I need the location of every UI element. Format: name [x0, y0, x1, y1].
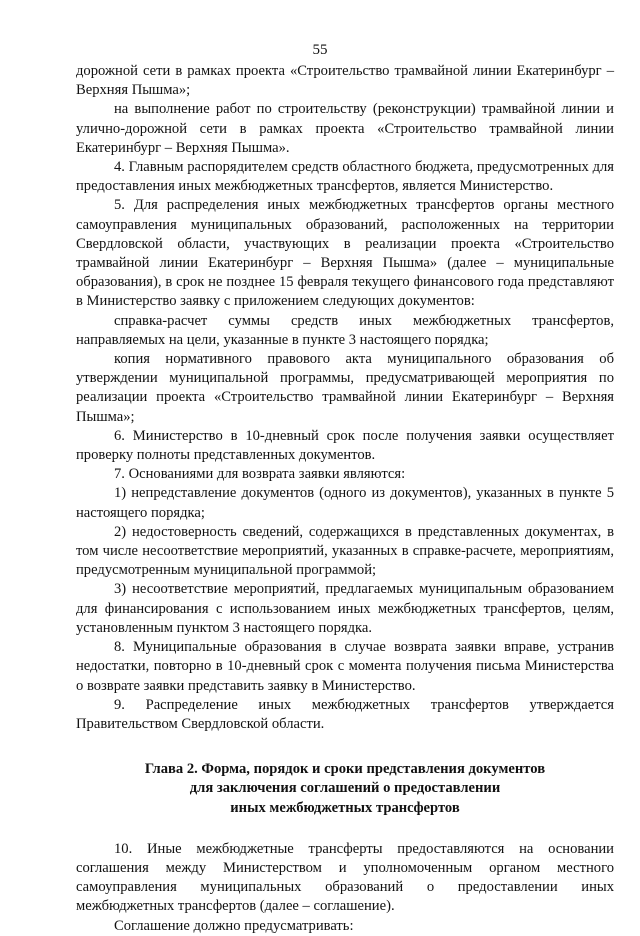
paragraph: дорожной сети в рамках проекта «Строительство трамвайной линии Екатеринбург – Верхняя Пышма»;: [76, 63, 614, 99]
paragraph: на выполнение работ по строительству (реконструкции) трамвайной линии и улично-дорожной сети в рамках проекта «Строительство трамвайной линии Екатеринбург – Верхняя Пышма».: [76, 101, 614, 156]
paragraph: 10. Иные межбюджетные трансферты предоставляются на основании соглашения между Министерством и уполномоченным органом местного самоуправления муниципальных образований о предоставлении иных межбюджетных трансфертов (далее – соглашение).: [76, 840, 614, 915]
chapter-heading-line: иных межбюджетных трансфертов: [230, 799, 460, 816]
paragraph: 3) несоответствие мероприятий, предлагаемых муниципальным образованием для финансирования с использованием иных межбюджетных трансфертов, целям, установленным пунктом 3 настоящего порядка.: [76, 581, 614, 636]
chapter-heading-line: Глава 2. Форма, порядок и сроки представления документов: [144, 761, 546, 778]
paragraphs-after-heading: [76, 840, 614, 936]
chapter-heading-line: для заключения соглашений о предоставлении: [189, 780, 501, 797]
page-number: 55: [312, 42, 328, 58]
paragraph: справка-расчет суммы средств иных межбюджетных трансфертов, направляемых на цели, указанные в пункте 3 настоящего порядка;: [76, 312, 614, 348]
paragraph: 2) недостоверность сведений, содержащихся в представленных документах, в том числе несоответствие мероприятий, указанных в справке-расчете, мероприятиям, предусмотренным муниципальной программой;: [76, 523, 614, 579]
paragraph: копия нормативного правового акта муниципального образования об утверждении муниципальной программы, предусматривающей мероприятия по реализации проекта «Строительство трамвайной линии Екатеринбург – Верхняя Пышма»;: [76, 351, 614, 425]
paragraphs-before-heading: [76, 62, 614, 734]
paragraph: 4. Главным распорядителем средств областного бюджета, предусмотренных для предоставления иных межбюджетных трансфертов, является Министерство.: [76, 159, 614, 195]
paragraph: 6. Министерство в 10-дневный срок после получения заявки осуществляет проверку полноты представленных документов.: [76, 427, 614, 464]
paragraph: 7. Основаниями для возврата заявки являются:: [114, 466, 406, 483]
chapter-heading: [76, 760, 614, 818]
paragraph: 5. Для распределения иных межбюджетных трансфертов органы местного самоуправления муниципальных образований, расположенных на территории Свердловской области, участвующих в реализации проекта «Строительство трамвайной линии Екатеринбург – Верхняя Пышма» (далее – муниципальные образования), в срок не позднее 15 февраля текущего финансового года представляют в Министерство заявку с приложением следующих документов:: [76, 197, 614, 310]
paragraph: 9. Распределение иных межбюджетных трансфертов утверждается Правительством Свердловской области.: [76, 696, 614, 732]
document-body: [76, 62, 614, 936]
paragraph: Соглашение должно предусматривать:: [114, 917, 354, 934]
paragraph: 1) непредставление документов (одного из документов), указанных в пункте 5 настоящего порядка;: [76, 485, 614, 521]
paragraph: 8. Муниципальные образования в случае возврата заявки вправе, устранив недостатки, повторно в 10-дневный срок с момента получения письма Министерства о возврате заявки представить заявку в Министерство.: [76, 639, 614, 694]
